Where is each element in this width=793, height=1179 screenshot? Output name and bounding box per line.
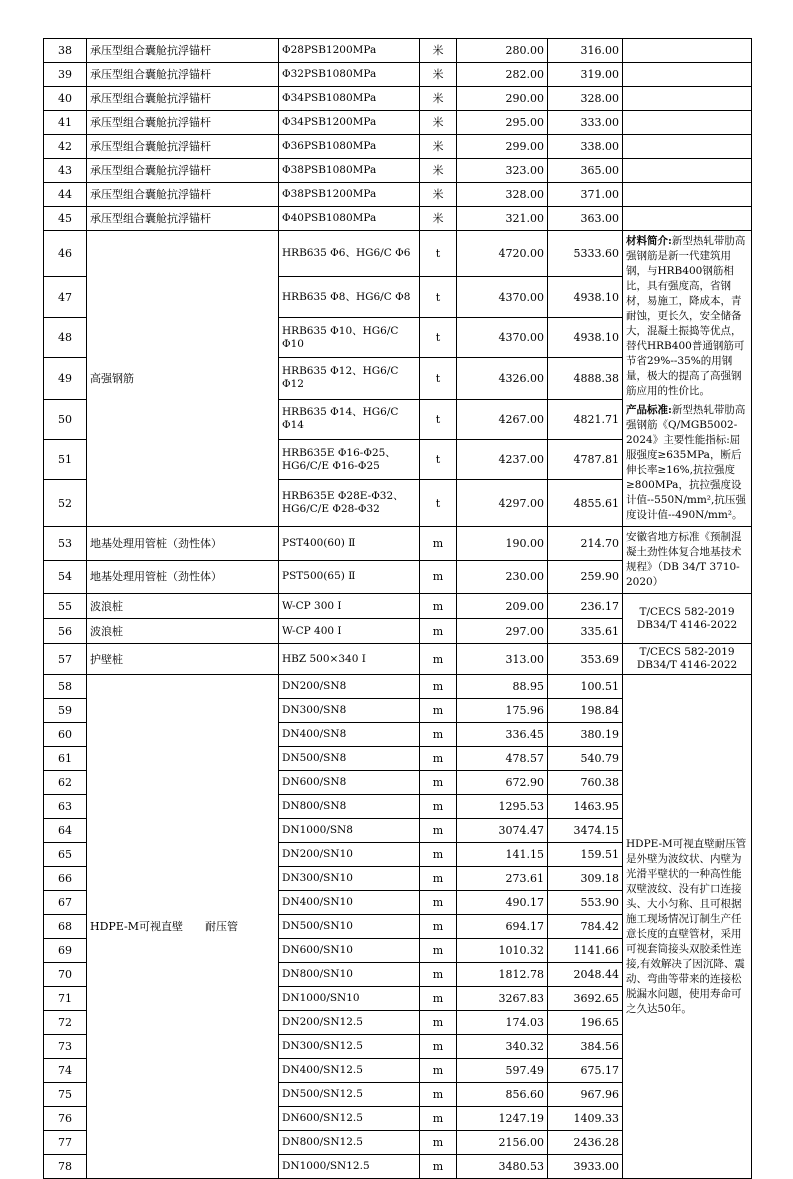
row-number: 54 bbox=[44, 560, 87, 594]
row-number: 59 bbox=[44, 699, 87, 723]
product-name: 护壁桩 bbox=[87, 644, 279, 675]
price-incl-tax: 2048.44 bbox=[548, 963, 623, 987]
price-incl-tax: 365.00 bbox=[548, 159, 623, 183]
rebar-standard bbox=[626, 403, 748, 523]
unit-cell: m bbox=[420, 843, 457, 867]
unit-cell: 米 bbox=[420, 111, 457, 135]
table-row bbox=[44, 231, 752, 277]
spec-cell: DN400/SN12.5 bbox=[279, 1059, 420, 1083]
unit-cell: m bbox=[420, 723, 457, 747]
remark-empty bbox=[623, 111, 752, 135]
product-name: 承压型组合囊舱抗浮锚杆 bbox=[87, 39, 279, 63]
price-incl-tax: 760.38 bbox=[548, 771, 623, 795]
row-number: 72 bbox=[44, 1011, 87, 1035]
spec-cell: DN200/SN10 bbox=[279, 843, 420, 867]
unit-cell: m bbox=[420, 619, 457, 644]
unit-cell: 米 bbox=[420, 87, 457, 111]
remark-empty bbox=[623, 63, 752, 87]
remark-empty bbox=[623, 183, 752, 207]
price-excl-tax: 321.00 bbox=[457, 207, 548, 231]
row-number: 38 bbox=[44, 39, 87, 63]
rebar-intro bbox=[626, 234, 748, 399]
table-row bbox=[44, 183, 752, 207]
price-incl-tax: 3933.00 bbox=[548, 1155, 623, 1179]
price-incl-tax: 4821.71 bbox=[548, 399, 623, 439]
unit-cell: m bbox=[420, 963, 457, 987]
unit-cell: 米 bbox=[420, 39, 457, 63]
row-number: 66 bbox=[44, 867, 87, 891]
spec-cell: DN1000/SN10 bbox=[279, 987, 420, 1011]
row-number: 62 bbox=[44, 771, 87, 795]
unit-cell: m bbox=[420, 644, 457, 675]
price-excl-tax: 1247.19 bbox=[457, 1107, 548, 1131]
unit-cell: m bbox=[420, 1083, 457, 1107]
price-incl-tax: 1141.66 bbox=[548, 939, 623, 963]
table-row bbox=[44, 527, 752, 561]
price-excl-tax: 4326.00 bbox=[457, 358, 548, 400]
price-excl-tax: 340.32 bbox=[457, 1035, 548, 1059]
price-excl-tax: 282.00 bbox=[457, 63, 548, 87]
price-excl-tax: 299.00 bbox=[457, 135, 548, 159]
row-number: 65 bbox=[44, 843, 87, 867]
price-excl-tax: 175.96 bbox=[457, 699, 548, 723]
remark-wave-standard: T/CECS 582-2019 DB34/T 4146-2022 bbox=[623, 594, 752, 644]
row-number: 52 bbox=[44, 480, 87, 527]
price-excl-tax: 3267.83 bbox=[457, 987, 548, 1011]
spec-cell: DN600/SN12.5 bbox=[279, 1107, 420, 1131]
price-incl-tax: 4888.38 bbox=[548, 358, 623, 400]
row-number: 61 bbox=[44, 747, 87, 771]
unit-cell: m bbox=[420, 699, 457, 723]
remark-empty bbox=[623, 39, 752, 63]
spec-cell: HRB635E Φ16-Φ25、HG6/C/E Φ16-Φ25 bbox=[279, 440, 420, 480]
price-incl-tax: 3474.15 bbox=[548, 819, 623, 843]
row-number: 48 bbox=[44, 317, 87, 357]
table-row bbox=[44, 39, 752, 63]
row-number: 50 bbox=[44, 399, 87, 439]
price-excl-tax: 336.45 bbox=[457, 723, 548, 747]
price-excl-tax: 313.00 bbox=[457, 644, 548, 675]
spec-cell: HRB635 Φ6、HG6/C Φ6 bbox=[279, 231, 420, 277]
price-incl-tax: 553.90 bbox=[548, 891, 623, 915]
price-table bbox=[43, 38, 752, 1179]
table-row bbox=[44, 87, 752, 111]
unit-cell: t bbox=[420, 399, 457, 439]
price-excl-tax: 1295.53 bbox=[457, 795, 548, 819]
price-incl-tax: 380.19 bbox=[548, 723, 623, 747]
product-name: 承压型组合囊舱抗浮锚杆 bbox=[87, 159, 279, 183]
remark-guard-standard: T/CECS 582-2019 DB34/T 4146-2022 bbox=[623, 644, 752, 675]
row-number: 49 bbox=[44, 358, 87, 400]
spec-cell: HRB635 Φ12、HG6/C Φ12 bbox=[279, 358, 420, 400]
unit-cell: m bbox=[420, 1131, 457, 1155]
unit-cell: m bbox=[420, 867, 457, 891]
price-excl-tax: 4370.00 bbox=[457, 277, 548, 317]
price-incl-tax: 675.17 bbox=[548, 1059, 623, 1083]
price-incl-tax: 353.69 bbox=[548, 644, 623, 675]
table-row bbox=[44, 594, 752, 619]
rebar-intro-label: 材料简介: bbox=[626, 235, 672, 247]
row-number: 69 bbox=[44, 939, 87, 963]
price-incl-tax: 236.17 bbox=[548, 594, 623, 619]
spec-cell: DN400/SN8 bbox=[279, 723, 420, 747]
price-incl-tax: 5333.60 bbox=[548, 231, 623, 277]
product-name: 承压型组合囊舱抗浮锚杆 bbox=[87, 135, 279, 159]
row-number: 45 bbox=[44, 207, 87, 231]
row-number: 60 bbox=[44, 723, 87, 747]
unit-cell: t bbox=[420, 317, 457, 357]
spec-cell: DN200/SN12.5 bbox=[279, 1011, 420, 1035]
price-incl-tax: 338.00 bbox=[548, 135, 623, 159]
table-row bbox=[44, 111, 752, 135]
unit-cell: m bbox=[420, 795, 457, 819]
remark-empty bbox=[623, 207, 752, 231]
price-incl-tax: 309.18 bbox=[548, 867, 623, 891]
spec-cell: Φ40PSB1080MPa bbox=[279, 207, 420, 231]
spec-cell: DN200/SN8 bbox=[279, 675, 420, 699]
row-number: 46 bbox=[44, 231, 87, 277]
spec-cell: DN600/SN8 bbox=[279, 771, 420, 795]
spec-cell: Φ28PSB1200MPa bbox=[279, 39, 420, 63]
spec-cell: DN800/SN8 bbox=[279, 795, 420, 819]
spec-cell: DN500/SN10 bbox=[279, 915, 420, 939]
price-excl-tax: 295.00 bbox=[457, 111, 548, 135]
price-incl-tax: 4938.10 bbox=[548, 277, 623, 317]
spec-cell: Φ34PSB1080MPa bbox=[279, 87, 420, 111]
spec-cell: DN1000/SN12.5 bbox=[279, 1155, 420, 1179]
product-name: 承压型组合囊舱抗浮锚杆 bbox=[87, 207, 279, 231]
table-row bbox=[44, 135, 752, 159]
price-excl-tax: 4370.00 bbox=[457, 317, 548, 357]
unit-cell: t bbox=[420, 440, 457, 480]
unit-cell: m bbox=[420, 771, 457, 795]
unit-cell: m bbox=[420, 747, 457, 771]
table-row bbox=[44, 644, 752, 675]
spec-cell: W-CP 400 Ⅰ bbox=[279, 619, 420, 644]
unit-cell: m bbox=[420, 915, 457, 939]
spec-cell: PST500(65) Ⅱ bbox=[279, 560, 420, 594]
remark-empty bbox=[623, 159, 752, 183]
row-number: 78 bbox=[44, 1155, 87, 1179]
price-excl-tax: 297.00 bbox=[457, 619, 548, 644]
price-excl-tax: 209.00 bbox=[457, 594, 548, 619]
price-excl-tax: 597.49 bbox=[457, 1059, 548, 1083]
row-number: 47 bbox=[44, 277, 87, 317]
price-excl-tax: 4720.00 bbox=[457, 231, 548, 277]
row-number: 67 bbox=[44, 891, 87, 915]
row-number: 68 bbox=[44, 915, 87, 939]
price-excl-tax: 3074.47 bbox=[457, 819, 548, 843]
product-name: 承压型组合囊舱抗浮锚杆 bbox=[87, 87, 279, 111]
price-excl-tax: 490.17 bbox=[457, 891, 548, 915]
rebar-intro-text: 新型热轧带肋高强钢筋是新一代建筑用钢，与HRB400钢筋相比，具有强度高，省钢材，易施工，降成本，青耐蚀，更长久，安全储备大，混凝土振捣等优点，替代HRB400普通钢筋可节省29%--35%的用钢量，极大的提高了高强钢筋应用的性价比。 bbox=[626, 235, 746, 397]
remark-hdpe: HDPE-M可视直壁耐压管是外壁为波纹状、内壁为光滑平壁状的一种高性能双壁波纹、没有扩口连接头、大小匀称、且可根据施工现场情况订制生产任意长度的直壁管材，采用可视套筒接头双胶柔性连接,有效解决了因沉降、震动、弯曲等带来的连接松脱漏水问题，使用寿命可之久达50年。 bbox=[623, 675, 752, 1179]
price-excl-tax: 328.00 bbox=[457, 183, 548, 207]
row-number: 51 bbox=[44, 440, 87, 480]
spec-cell: HRB635 Φ10、HG6/C Φ10 bbox=[279, 317, 420, 357]
product-name-hdpe: HDPE-M可视直壁 耐压管 bbox=[87, 675, 279, 1179]
price-incl-tax: 4938.10 bbox=[548, 317, 623, 357]
price-incl-tax: 3692.65 bbox=[548, 987, 623, 1011]
spec-cell: DN300/SN10 bbox=[279, 867, 420, 891]
product-name: 地基处理用管桩（劲性体） bbox=[87, 560, 279, 594]
spec-cell: W-CP 300 Ⅰ bbox=[279, 594, 420, 619]
unit-cell: 米 bbox=[420, 159, 457, 183]
row-number: 53 bbox=[44, 527, 87, 561]
price-incl-tax: 4787.81 bbox=[548, 440, 623, 480]
rebar-std-text: 新型热轧带肋高强钢筋《Q/MGB5002-2024》主要性能指标:屈服强度≥635MPa，断后伸长率≥16%,抗拉强度≥800MPa，抗拉强度设计值--550N/mm²,抗压强度设计值--490N/mm²。 bbox=[626, 404, 746, 521]
row-number: 55 bbox=[44, 594, 87, 619]
rebar-std-label: 产品标准: bbox=[626, 404, 672, 416]
unit-cell: m bbox=[420, 1155, 457, 1179]
price-excl-tax: 174.03 bbox=[457, 1011, 548, 1035]
price-excl-tax: 290.00 bbox=[457, 87, 548, 111]
spec-cell: DN600/SN10 bbox=[279, 939, 420, 963]
unit-cell: m bbox=[420, 1035, 457, 1059]
unit-cell: m bbox=[420, 819, 457, 843]
unit-cell: 米 bbox=[420, 183, 457, 207]
row-number: 74 bbox=[44, 1059, 87, 1083]
remark-rebar bbox=[623, 231, 752, 527]
remark-empty bbox=[623, 87, 752, 111]
row-number: 75 bbox=[44, 1083, 87, 1107]
unit-cell: t bbox=[420, 358, 457, 400]
price-excl-tax: 1010.32 bbox=[457, 939, 548, 963]
price-excl-tax: 88.95 bbox=[457, 675, 548, 699]
price-excl-tax: 280.00 bbox=[457, 39, 548, 63]
unit-cell: m bbox=[420, 1059, 457, 1083]
spec-cell: Φ38PSB1200MPa bbox=[279, 183, 420, 207]
unit-cell: m bbox=[420, 939, 457, 963]
price-incl-tax: 319.00 bbox=[548, 63, 623, 87]
row-number: 40 bbox=[44, 87, 87, 111]
row-number: 42 bbox=[44, 135, 87, 159]
row-number: 39 bbox=[44, 63, 87, 87]
price-incl-tax: 198.84 bbox=[548, 699, 623, 723]
product-name: 地基处理用管桩（劲性体） bbox=[87, 527, 279, 561]
spec-cell: DN1000/SN8 bbox=[279, 819, 420, 843]
unit-cell: m bbox=[420, 675, 457, 699]
spec-cell: DN800/SN10 bbox=[279, 963, 420, 987]
price-excl-tax: 3480.53 bbox=[457, 1155, 548, 1179]
spec-cell: HRB635 Φ8、HG6/C Φ8 bbox=[279, 277, 420, 317]
row-number: 44 bbox=[44, 183, 87, 207]
price-incl-tax: 335.61 bbox=[548, 619, 623, 644]
price-excl-tax: 1812.78 bbox=[457, 963, 548, 987]
spec-cell: PST400(60) Ⅱ bbox=[279, 527, 420, 561]
unit-cell: m bbox=[420, 594, 457, 619]
price-excl-tax: 2156.00 bbox=[457, 1131, 548, 1155]
unit-cell: m bbox=[420, 1011, 457, 1035]
price-excl-tax: 4237.00 bbox=[457, 440, 548, 480]
price-incl-tax: 316.00 bbox=[548, 39, 623, 63]
spec-cell: DN500/SN12.5 bbox=[279, 1083, 420, 1107]
price-excl-tax: 694.17 bbox=[457, 915, 548, 939]
unit-cell: m bbox=[420, 560, 457, 594]
unit-cell: t bbox=[420, 277, 457, 317]
row-number: 56 bbox=[44, 619, 87, 644]
table-row bbox=[44, 207, 752, 231]
row-number: 76 bbox=[44, 1107, 87, 1131]
price-incl-tax: 384.56 bbox=[548, 1035, 623, 1059]
price-incl-tax: 371.00 bbox=[548, 183, 623, 207]
product-name: 波浪桩 bbox=[87, 619, 279, 644]
product-name: 承压型组合囊舱抗浮锚杆 bbox=[87, 183, 279, 207]
price-excl-tax: 273.61 bbox=[457, 867, 548, 891]
price-incl-tax: 1463.95 bbox=[548, 795, 623, 819]
row-number: 58 bbox=[44, 675, 87, 699]
price-excl-tax: 323.00 bbox=[457, 159, 548, 183]
price-excl-tax: 4297.00 bbox=[457, 480, 548, 527]
unit-cell: 米 bbox=[420, 135, 457, 159]
row-number: 43 bbox=[44, 159, 87, 183]
price-excl-tax: 856.60 bbox=[457, 1083, 548, 1107]
price-excl-tax: 141.15 bbox=[457, 843, 548, 867]
row-number: 70 bbox=[44, 963, 87, 987]
price-incl-tax: 214.70 bbox=[548, 527, 623, 561]
unit-cell: m bbox=[420, 1107, 457, 1131]
product-name-rebar: 高强钢筋 bbox=[87, 231, 279, 527]
product-name: 承压型组合囊舱抗浮锚杆 bbox=[87, 111, 279, 135]
row-number: 41 bbox=[44, 111, 87, 135]
spec-cell: Φ38PSB1080MPa bbox=[279, 159, 420, 183]
remark-pile-standard: 安徽省地方标准《预制混凝土劲性体复合地基技术规程》（DB 34/T 3710-2020） bbox=[623, 527, 752, 594]
price-incl-tax: 159.51 bbox=[548, 843, 623, 867]
price-incl-tax: 967.96 bbox=[548, 1083, 623, 1107]
unit-cell: t bbox=[420, 480, 457, 527]
price-excl-tax: 230.00 bbox=[457, 560, 548, 594]
spec-cell: Φ34PSB1200MPa bbox=[279, 111, 420, 135]
product-name: 波浪桩 bbox=[87, 594, 279, 619]
price-incl-tax: 784.42 bbox=[548, 915, 623, 939]
price-excl-tax: 672.90 bbox=[457, 771, 548, 795]
price-incl-tax: 540.79 bbox=[548, 747, 623, 771]
spec-cell: DN400/SN10 bbox=[279, 891, 420, 915]
price-excl-tax: 478.57 bbox=[457, 747, 548, 771]
unit-cell: 米 bbox=[420, 63, 457, 87]
row-number: 63 bbox=[44, 795, 87, 819]
unit-cell: m bbox=[420, 987, 457, 1011]
table-row bbox=[44, 63, 752, 87]
spec-cell: DN300/SN12.5 bbox=[279, 1035, 420, 1059]
price-incl-tax: 363.00 bbox=[548, 207, 623, 231]
spec-cell: HRB635 Φ14、HG6/C Φ14 bbox=[279, 399, 420, 439]
price-incl-tax: 100.51 bbox=[548, 675, 623, 699]
table-row bbox=[44, 159, 752, 183]
price-excl-tax: 190.00 bbox=[457, 527, 548, 561]
price-excl-tax: 4267.00 bbox=[457, 399, 548, 439]
unit-cell: m bbox=[420, 527, 457, 561]
unit-cell: m bbox=[420, 891, 457, 915]
row-number: 77 bbox=[44, 1131, 87, 1155]
spec-cell: DN500/SN8 bbox=[279, 747, 420, 771]
product-name: 承压型组合囊舱抗浮锚杆 bbox=[87, 63, 279, 87]
price-incl-tax: 2436.28 bbox=[548, 1131, 623, 1155]
row-number: 64 bbox=[44, 819, 87, 843]
spec-cell: HBZ 500×340 Ⅰ bbox=[279, 644, 420, 675]
price-incl-tax: 196.65 bbox=[548, 1011, 623, 1035]
price-incl-tax: 4855.61 bbox=[548, 480, 623, 527]
table-row bbox=[44, 675, 752, 699]
spec-cell: DN800/SN12.5 bbox=[279, 1131, 420, 1155]
row-number: 57 bbox=[44, 644, 87, 675]
spec-cell: Φ32PSB1080MPa bbox=[279, 63, 420, 87]
price-incl-tax: 328.00 bbox=[548, 87, 623, 111]
price-incl-tax: 1409.33 bbox=[548, 1107, 623, 1131]
row-number: 71 bbox=[44, 987, 87, 1011]
unit-cell: t bbox=[420, 231, 457, 277]
spec-cell: Φ36PSB1080MPa bbox=[279, 135, 420, 159]
spec-cell: HRB635E Φ28E-Φ32、HG6/C/E Φ28-Φ32 bbox=[279, 480, 420, 527]
price-incl-tax: 259.90 bbox=[548, 560, 623, 594]
remark-empty bbox=[623, 135, 752, 159]
spec-cell: DN300/SN8 bbox=[279, 699, 420, 723]
price-incl-tax: 333.00 bbox=[548, 111, 623, 135]
unit-cell: 米 bbox=[420, 207, 457, 231]
row-number: 73 bbox=[44, 1035, 87, 1059]
